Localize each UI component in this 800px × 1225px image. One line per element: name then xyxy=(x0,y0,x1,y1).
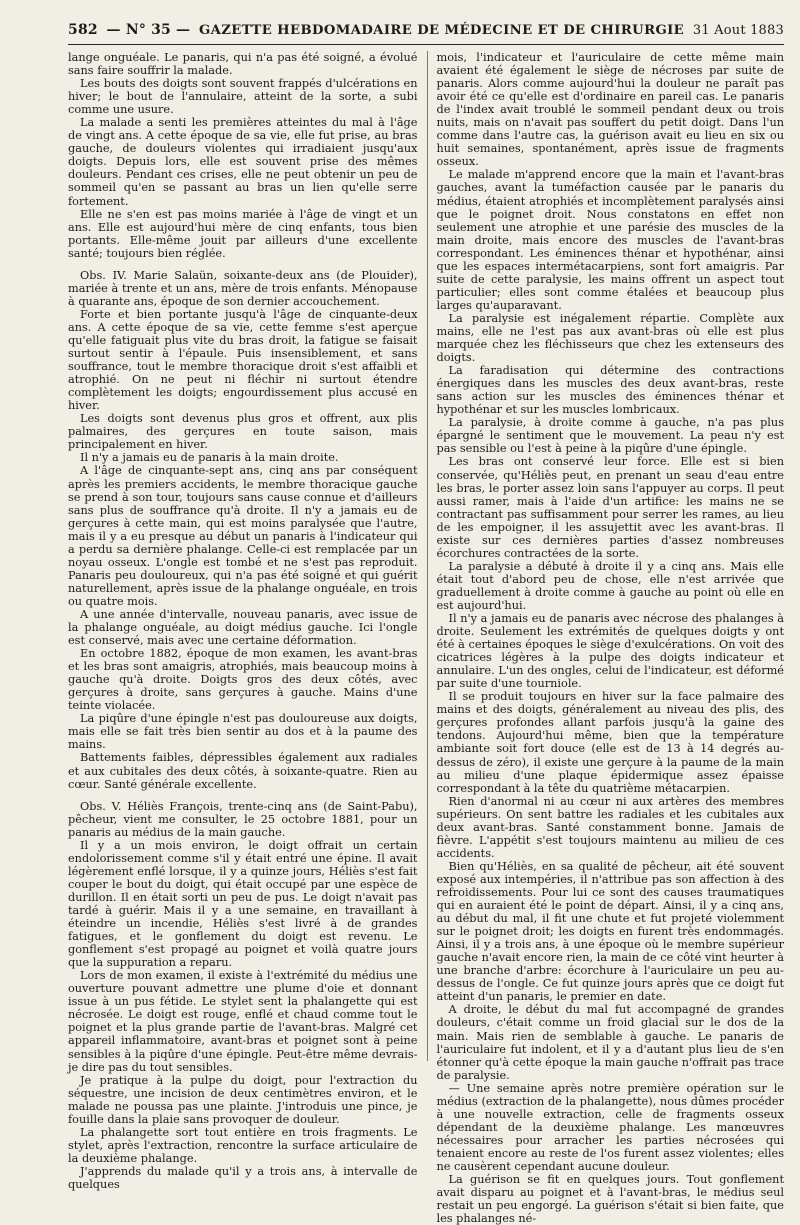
paragraph: La guérison se fit en quelques jours. Tout gonflement avait disparu au poignet et à l'avant-bras, le médius seul restait un peu engorgé. La guérison s'était si bien faite, que les phalanges né- xyxy=(436,1173,784,1225)
paragraph: Le malade m'apprend encore que la main et l'avant-bras gauches, avant la tuméfaction causée par le panaris du médius, étaient atrophiés et incomplètement paralysés ainsi que le poignet droit. Nous constatons en effet non seulement une atrophie et une parésie des muscles de la main droite, mais encore des muscles de l'avant-bras correspondant. Les éminences thénar et hypothénar, ainsi que les espaces intermétacarpiens, sont fort amaigris. Par suite de cette paralysie, les mains offrent un aspect tout particulier; elles sont comme étalées et beaucoup plus larges qu'auparavant. xyxy=(436,168,784,312)
paragraph: La piqûre d'une épingle n'est pas douloureuse aux doigts, mais elle se fait très bien sentir au dos et à la paume des mains. xyxy=(68,712,418,752)
paragraph: A l'âge de cinquante-sept ans, cinq ans par conséquent après les premiers accidents, le membre thoracique gauche se prend à son tour, toujours sans cause connue et d'ailleurs sans plus de souffrance qu'à droite. Il n'y a jamais eu de gerçures à cette main, qui est moins paralysée que l'autre, mais il y a eu presque au début un panaris à l'indicateur qui a perdu sa dernière phalange. Celle-ci est remplacée par un noyau osseux. L'ongle est tombé et ne s'est pas reproduit. Panaris peu douloureux, qui n'a pas été soigné et qui guérit naturellement, après issue de la phalange onguéale, en trois ou quatre mois. xyxy=(68,464,418,608)
page-number: 582 xyxy=(68,22,98,38)
paragraph: La paralysie a débuté à droite il y a cinq ans. Mais elle était tout d'abord peu de chose, elle n'est arrivée que graduellement à droite comme à gauche au point où elle en est aujourd'hui. xyxy=(436,559,784,612)
paragraph: Les bras ont conservé leur force. Elle est si bien conservée, qu'Héliès peut, en prenant un seau d'eau entre les bras, le porter assez loin sans l'appuyer au corps. Il peut aussi ramer, mais à l'aide d'un artifice: les mains ne se contractant pas suffisamment pour serrer les rames, au lieu de les empoigner, il les assujettit avec les avant-bras. Il existe sur ces dernières parties d'assez nombreuses écorchures contractées de la sorte. xyxy=(436,455,784,560)
paragraph: Il y a un mois environ, le doigt offrait un certain endolorissement comme s'il y était entré une épine. Il avait légèrement enflé lorsque, il y a quinze jours, Héliès s'est fait couper le bout du doigt, qui était occupé par une espèce de durillon. Il en était sorti un peu de pus. Le doigt n'avait pas tardé à guérir. Mais il y a une semaine, en travaillant à éteindre un incendie, Héliès s'est livré à de grandes fatigues, et le gonflement du doigt est revenu. Le gonflement s'est propagé au poignet et voilà quatre jours que la suppuration a reparu. xyxy=(68,838,418,970)
paragraph: Battements faibles, dépressibles également aux radiales et aux cubitales des deux côtés, à soixante-quatre. Rien au cœur. Santé générale excellente. xyxy=(68,751,418,791)
right-column xyxy=(427,51,784,1225)
paragraph: La paralysie, à droite comme à gauche, n'a pas plus épargné le sentiment que le mouvement. La peau n'y est pas sensible ou l'est à peine à la piqûre d'une épingle. xyxy=(436,416,784,456)
paragraph: Forte et bien portante jusqu'à l'âge de cinquante-deux ans. A cette époque de sa vie, cette femme s'est aperçue qu'elle fatiguait plus vite du bras droit, la fatigue se faisait surtout sentir à l'épaule. Puis insensiblement, et sans souffrance, tout le membre thoracique droit s'est affaibli et atrophié. On ne peut ni fléchir ni surtout étendre complètement les doigts; engourdissement plus accusé en hiver. xyxy=(68,307,418,413)
observation-heading-paragraph: Obs. IV. Marie Salaün, soixante-deux ans (de Plouider), mariée à trente et un ans, mère de trois enfants. Ménopause à quarante ans, époque de son dernier accouchement. xyxy=(68,268,418,308)
paragraph: A une année d'intervalle, nouveau panaris, avec issue de la phalange onguéale, au doigt médius gauche. Ici l'ongle est conservé, mais avec une certaine déformation. xyxy=(68,607,418,648)
paragraph: — Une semaine après notre première opération sur le médius (extraction de la phalangette), nous dûmes procéder à une nouvelle extraction, celle de fragments osseux dépendant de la deuxième phalange. Les manœuvres nécessaires pour arracher les parties nécrosées qui tenaient encore au reste de l'os furent assez violentes; elles ne causèrent cependant aucune douleur. xyxy=(436,1081,784,1173)
paragraph: mois, l'indicateur et l'auriculaire de cette même main avaient été également le siège de nécroses par suite de panaris. Alors comme aujourd'hui la douleur ne paraît pas avoir été ce qu'elle est d'ordinaire en pareil cas. Le panaris de l'index avait troublé le sommeil pendant deux ou trois nuits, mais on n'avait pas souffert du petit doigt. Dans l'un comme dans l'autre cas, la guérison avait eu lieu en six ou huit semaines, spontanément, après issue de fragments osseux. xyxy=(436,51,784,169)
paragraph: A droite, le début du mal fut accompagné de grandes douleurs, c'était comme un froid glacial sur le dos de la main. Mais rien de semblable à gauche. Le panaris de l'auriculaire fut indolent, et il y a d'autant plus lieu de s'en étonner qu'à cette époque la main gauche n'offrait pas trace de paralysie. xyxy=(436,1003,784,1082)
observation-heading-paragraph: Obs. V. Héliès François, trente-cinq ans (de Saint-Pabu), pêcheur, vient me consulter, le 25 octobre 1881, pour un panaris au médius de la main gauche. xyxy=(68,799,418,839)
paragraph: En octobre 1882, époque de mon examen, les avant-bras et les bras sont amaigris, atrophiés, mais beaucoup moins à gauche qu'à droite. Doigts gros des deux côtés, avec gerçures à droite, sans gerçures à gauche. Mains d'une teinte violacée. xyxy=(68,647,418,713)
paragraph: Il n'y a jamais eu de panaris à la main droite. xyxy=(80,451,339,465)
paragraph: J'apprends du malade qu'il y a trois ans, à intervalle de quelques xyxy=(68,1164,418,1191)
paragraph: Les doigts sont devenus plus gros et offrent, aux plis palmaires, des gerçures en toute saison, mais principalement en hiver. xyxy=(68,412,418,452)
paragraph: Il n'y a jamais eu de panaris avec nécrose des phalanges à droite. Seulement les extrémités de quelques doigts y ont été à certaines époques le siège d'exulcérations. On voit des cicatrices légères à la pulpe des doigts indicateur et annulaire. L'un des ongles, celui de l'indicateur, est déformé par suite d'une tourniole. xyxy=(436,612,784,691)
paragraph: Les bouts des doigts sont souvent frappés d'ulcérations en hiver; le bout de l'annulaire, atteint de la sorte, a subi comme une usure. xyxy=(68,77,418,117)
paragraph: Lors de mon examen, il existe à l'extrémité du médius une ouverture pouvant admettre une plume d'oie et donnant issue à un pus fétide. Le stylet sent la phalangette qui est nécrosée. Le doigt est rouge, enflé et chaud comme tout le poignet et la plus grande partie de l'avant-bras. Malgré cet appareil inflammatoire, avant-bras et poignet sont à peine sensibles à la piqûre d'une épingle. Peut-être même devrais-je dire pas du tout sensibles. xyxy=(68,969,418,1074)
issue-date: 31 Aout 1883 xyxy=(692,23,784,38)
paragraph: Bien qu'Héliès, en sa qualité de pêcheur, ait été souvent exposé aux intempéries, il n'attribue pas son affection à des refroidissements. Pour lui ce sont des causes traumatiques qui en auraient été le point de départ. Ainsi, il y a cinq ans, au début du mal, il fit une chute et fut projeté violemment sur le poignet droit; les doigts en furent très endommagés. Ainsi, il y a trois ans, à une époque où le membre supérieur gauche n'avait encore rien, la main de ce côté vint heurter à une branche d'arbre: écorchure à l'auriculaire un peu au-dessus de l'ongle. Ce fut quinze jours après que ce doigt fut atteint d'un panaris, le premier en date. xyxy=(436,859,784,1004)
text-columns xyxy=(68,51,784,1225)
paragraph: Je pratique à la pulpe du doigt, pour l'extraction du séquestre, une incision de deux centimètres environ, et le malade ne poussa pas une plainte. J'introduis une pince, je fouille dans la plaie sans provoquer de douleur. xyxy=(68,1073,418,1126)
running-header xyxy=(68,22,784,45)
paragraph: La paralysie est inégalement répartie. Complète aux mains, elle ne l'est pas aux avant-bras où elle est plus marquée chez les fléchisseurs que chez les extenseurs des doigts. xyxy=(436,311,784,365)
paragraph: Il se produit toujours en hiver sur la face palmaire des mains et des doigts, généralement au niveau des plis, des gerçures profondes allant parfois jusqu'à la gaine des tendons. Aujourd'hui même, bien que la température ambiante soit fort douce (elle est de 13 à 14 degrés au-dessus de zéro), il existe une gerçure à la paume de la main au milieu d'une plaque épidermique assez épaisse correspondant à la tête du quatrième métacarpien. xyxy=(436,690,784,795)
paragraph: La malade a senti les premières atteintes du mal à l'âge de vingt ans. A cette époque de sa vie, elle fut prise, au bras gauche, de douleurs violentes qui irradiaient jusqu'aux doigts. Depuis lors, elle est souvent prise des mêmes douleurs. Pendant ces crises, elle ne peut obtenir un peu de sommeil qu'en se passant au bras un lien qu'elle serre fortement. xyxy=(68,116,418,208)
paragraph: La phalangette sort tout entière en trois fragments. Le stylet, après l'extraction, rencontre la surface articulaire de la deuxième phalange. xyxy=(68,1125,418,1165)
journal-title: GAZETTE HEBDOMADAIRE DE MÉDECINE ET DE CHIRURGIE xyxy=(198,23,685,38)
paragraph: Rien d'anormal ni au cœur ni aux artères des membres supérieurs. On sent battre les radiales et les cubitales aux deux avant-bras. Santé constamment bonne. Jamais de fièvre. L'appétit s'est toujours maintenu au milieu de ces accidents. xyxy=(436,794,784,860)
issue-number: — N° 35 — xyxy=(106,22,191,38)
paragraph: La faradisation qui détermine des contractions énergiques dans les muscles des deux avant-bras, reste sans action sur les muscles des éminences thénar et hypothénar et sur les muscles lombricaux. xyxy=(436,364,784,417)
left-column xyxy=(68,51,418,1191)
paragraph: lange onguéale. Le panaris, qui n'a pas été soigné, a évolué sans faire souffrir la malade. xyxy=(68,51,418,78)
paragraph: Elle ne s'en est pas moins mariée à l'âge de vingt et un ans. Elle est aujourd'hui mère de cinq enfants, tous bien portants. Elle-même jouit par ailleurs d'une excellente santé; toujours bien réglée. xyxy=(68,207,418,260)
